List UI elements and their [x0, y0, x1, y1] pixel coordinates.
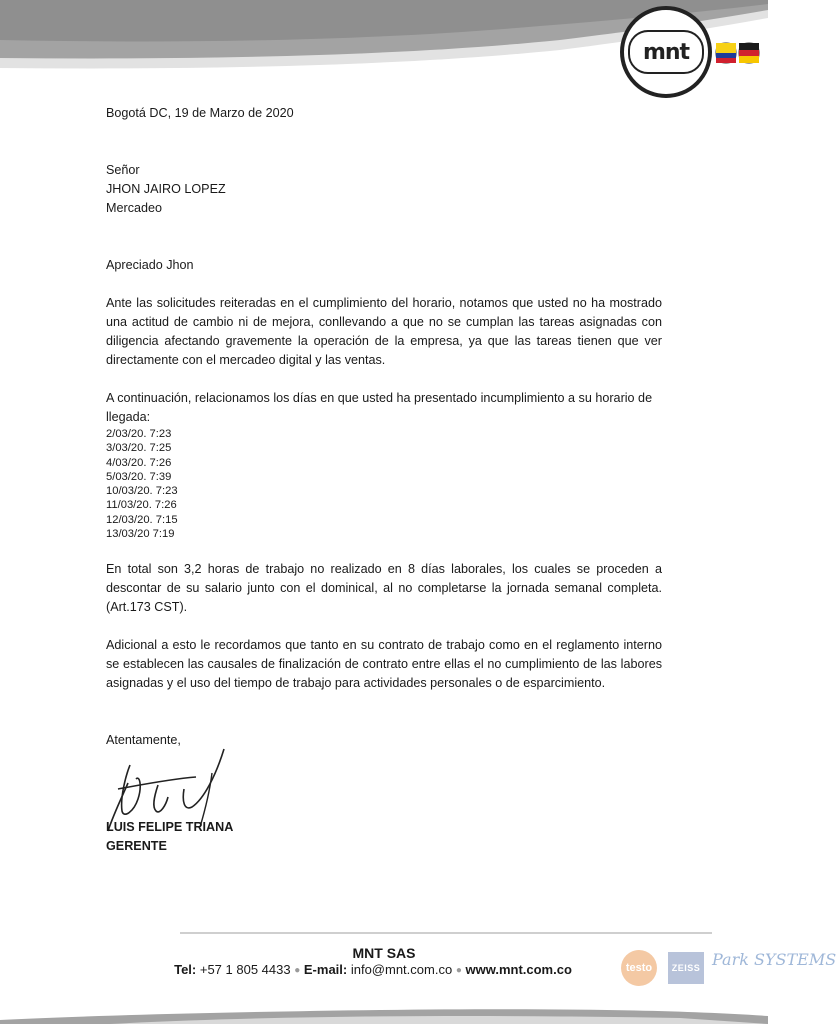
list-item: 13/03/20 7:19 [106, 528, 175, 541]
germany-flag-icon [739, 43, 759, 63]
signer-title: GERENTE [106, 839, 167, 853]
recipient-title: Señor [106, 163, 140, 177]
website-link: www.mnt.com.co [465, 962, 572, 977]
paragraph-4: Adicional a esto le recordamos que tanto en su contrato de trabajo como en el reglamento interno se establecen las causales de finalización de contrato entre ellas el no cumplimiento de las labores asignadas y el uso del tiempo de trabajo para actividades personales o de esparcimiento. [106, 638, 662, 691]
signer-name: LUIS FELIPE TRIANA [106, 820, 234, 834]
recipient-name: JHON JAIRO LOPEZ [106, 182, 226, 196]
letter-body [106, 104, 662, 750]
company-logo-text: mnt [628, 30, 704, 74]
closing: Atentamente, [106, 733, 181, 748]
paragraph-2-intro: A continuación, relacionamos los días en que usted ha presentado incumplimiento a su horario de llegada: [106, 391, 653, 424]
paragraph-3: En total son 3,2 horas de trabajo no realizado en 8 días laborales, los cuales se proceden a descontar de su salario junto con el dominical, al no completarse la jornada semanal completa. (Art.173 CST). [106, 562, 662, 615]
list-item: 3/03/20. 7:25 [106, 442, 172, 455]
email-value: info@mnt.com.co [347, 962, 453, 977]
company-logo [620, 6, 712, 98]
separator-dot-icon: ● [455, 965, 462, 976]
list-item: 10/03/20. 7:23 [106, 485, 178, 498]
list-item: 4/03/20. 7:26 [106, 456, 172, 469]
zeiss-logo: ZEISS [668, 952, 704, 984]
list-item: 2/03/20. 7:23 [106, 428, 172, 440]
colombia-flag-icon [716, 43, 736, 63]
paragraph-1: Ante las solicitudes reiteradas en el cumplimiento del horario, notamos que usted no ha mostrado una actitud de cambio ni de mejora, conllevando a que no se cumplan las tareas asignadas con diligencia afectando gravemente la operación de la empresa, ya que las tareas tienen que ver directamente con el mercadeo digital y las ventas. [106, 296, 662, 367]
tel-value: +57 1 805 4433 [196, 962, 291, 977]
late-arrivals-list [106, 427, 662, 541]
email-label: E-mail: [303, 962, 348, 977]
park-systems-logo: Park SYSTEMS [712, 950, 836, 969]
greeting: Apreciado Jhon [106, 258, 194, 272]
tel-label: Tel: [174, 962, 197, 977]
recipient-department: Mercadeo [106, 201, 163, 215]
company-name: MNT SAS [352, 945, 416, 961]
signer-block [106, 818, 233, 856]
list-item: 11/03/20. 7:26 [106, 499, 177, 512]
list-item: 5/03/20. 7:39 [106, 470, 172, 483]
separator-dot-icon: ● [294, 965, 301, 976]
date-line: Bogotá DC, 19 de Marzo de 2020 [106, 106, 294, 120]
list-item: 12/03/20. 7:15 [106, 513, 178, 526]
testo-logo: testo [621, 950, 657, 986]
